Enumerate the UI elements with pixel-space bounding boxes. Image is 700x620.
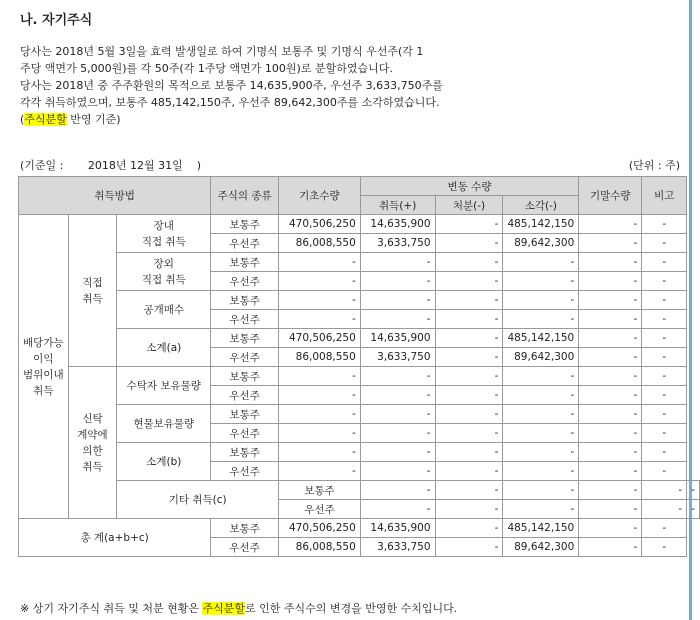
dispose-cell: - <box>435 519 503 538</box>
begin-qty-cell: - <box>279 291 361 310</box>
acquire-cell: - <box>360 424 435 443</box>
intro-line: 주당 액면가 5,000원)를 각 50주(각 1주당 액면가 100원)로 분할하였습니다. <box>20 62 393 75</box>
off-market-label <box>117 253 211 291</box>
dispose-cell: - <box>435 253 503 272</box>
label-line: 취득 <box>82 460 103 473</box>
begin-qty-cell: - <box>360 500 435 519</box>
retire-cell: - <box>503 253 579 272</box>
footnote-suffix: 로 인한 주식수의 변경을 반영한 수치입니다. <box>244 602 458 615</box>
intro-line <box>20 111 490 128</box>
retire-cell: 89,642,300 <box>503 348 579 367</box>
end-qty-cell: - <box>579 272 642 291</box>
label-line: 취득 <box>33 384 54 397</box>
end-qty-cell: - <box>579 291 642 310</box>
label-line: 계약에 <box>77 428 108 441</box>
remarks-cell: - <box>642 253 687 272</box>
table-row <box>19 443 700 462</box>
retire-cell: - <box>503 462 579 481</box>
acquire-cell: - <box>360 253 435 272</box>
begin-qty-cell: - <box>279 367 361 386</box>
acquire-cell: - <box>360 272 435 291</box>
header-acquire: 취득(+) <box>360 196 435 215</box>
other-acquisition-label: 기타 취득(c) <box>117 481 279 519</box>
end-qty-cell: - <box>579 462 642 481</box>
stock-type-cell: 우선주 <box>211 462 279 481</box>
dispose-cell: - <box>435 367 503 386</box>
label-line: 범위이내 <box>23 368 64 381</box>
label-line: 의한 <box>82 444 103 457</box>
retire-cell: 485,142,150 <box>503 519 579 538</box>
stock-type-cell: 우선주 <box>211 310 279 329</box>
dispose-cell: - <box>435 348 503 367</box>
remarks-cell: - <box>642 215 687 234</box>
header-change-qty: 변동 수량 <box>360 177 578 196</box>
base-date <box>20 157 201 173</box>
intro-paragraph <box>20 43 490 128</box>
label-line: 장외 <box>153 257 174 270</box>
intro-line: 당사는 2018년 5월 3일을 효력 발생일로 하여 기명식 보통주 및 기명식 우선주(각 1 <box>20 45 424 58</box>
retire-cell: - <box>503 424 579 443</box>
acquire-cell: - <box>360 443 435 462</box>
acquire-cell: - <box>360 367 435 386</box>
stock-type-cell: 보통주 <box>211 215 279 234</box>
direct-acquisition-label <box>68 215 117 367</box>
end-qty-cell: - <box>579 253 642 272</box>
stock-type-cell: 우선주 <box>211 272 279 291</box>
begin-qty-cell: - <box>360 481 435 500</box>
label-line: 직접 취득 <box>141 273 186 286</box>
retire-cell: - <box>579 500 642 519</box>
base-date-close: ) <box>196 159 202 172</box>
header-stock-type: 주식의 종류 <box>211 177 279 215</box>
intro-rest: 반영 기준) <box>66 113 121 126</box>
stock-type-cell: 우선주 <box>211 538 279 557</box>
acquire-cell: 3,633,750 <box>360 348 435 367</box>
begin-qty-cell: 470,506,250 <box>279 329 361 348</box>
subtotal-b-label: 소계(b) <box>117 443 211 481</box>
begin-qty-cell: - <box>279 253 361 272</box>
acquire-cell: 3,633,750 <box>360 234 435 253</box>
remarks-cell: - <box>642 310 687 329</box>
begin-qty-cell: - <box>279 443 361 462</box>
remarks-cell: - <box>687 500 700 519</box>
acquire-cell: - <box>435 481 503 500</box>
begin-qty-cell: - <box>279 405 361 424</box>
header-method: 취득방법 <box>19 177 211 215</box>
trust-contract-label <box>68 367 117 519</box>
spot-held-label: 현물보유물량 <box>117 405 211 443</box>
acquire-cell: - <box>360 291 435 310</box>
retire-cell: - <box>503 443 579 462</box>
stock-type-cell: 보통주 <box>211 405 279 424</box>
base-date-label: (기준일 : <box>20 159 64 172</box>
section-title: 나. 자기주식 <box>20 13 93 28</box>
retire-cell: 485,142,150 <box>503 215 579 234</box>
table-row <box>19 291 700 310</box>
dividend-limit-label <box>19 215 69 519</box>
dispose-cell: - <box>435 291 503 310</box>
label-line: 취득 <box>82 292 103 305</box>
on-market-label <box>117 215 211 253</box>
remarks-cell: - <box>642 462 687 481</box>
table-row <box>19 405 700 424</box>
highlight-text: 주식분할 <box>24 113 67 126</box>
grand-total-label: 총 계(a+b+c) <box>19 519 211 557</box>
header-retire: 소각(-) <box>503 196 579 215</box>
table-row <box>19 367 700 386</box>
trustee-held-label: 수탁자 보유물량 <box>117 367 211 405</box>
stock-type-cell: 보통주 <box>211 367 279 386</box>
end-qty-cell: - <box>579 234 642 253</box>
table-row <box>19 481 700 500</box>
intro-line: 각각 취득하였으며, 보통주 485,142,150주, 우선주 89,642,300주를 소각하였습니다. <box>20 96 440 109</box>
remarks-cell: - <box>642 234 687 253</box>
begin-qty-cell: - <box>279 310 361 329</box>
remarks-cell: - <box>687 481 700 500</box>
acquire-cell: 14,635,900 <box>360 519 435 538</box>
stock-type-cell: 보통주 <box>211 291 279 310</box>
intro-line: 당사는 2018년 중 주주환원의 목적으로 보통주 14,635,900주, 우선주 3,633,750주를 <box>20 79 443 92</box>
label-line: 이익 <box>33 352 54 365</box>
label-line: 직접 <box>82 276 103 289</box>
remarks-cell: - <box>642 348 687 367</box>
remarks-cell: - <box>642 519 687 538</box>
end-qty-cell: - <box>642 481 687 500</box>
begin-qty-cell: - <box>279 424 361 443</box>
stock-type-cell: 우선주 <box>279 500 361 519</box>
end-qty-cell: - <box>579 405 642 424</box>
table-row <box>19 519 700 538</box>
treasury-stock-table <box>18 176 700 557</box>
table-row <box>19 215 700 234</box>
acquire-cell: - <box>360 386 435 405</box>
retire-cell: 485,142,150 <box>503 329 579 348</box>
header-dispose: 처분(-) <box>435 196 503 215</box>
dispose-cell: - <box>435 310 503 329</box>
acquire-cell: 14,635,900 <box>360 329 435 348</box>
retire-cell: 89,642,300 <box>503 538 579 557</box>
paren-open: ( <box>20 113 25 126</box>
remarks-cell: - <box>642 386 687 405</box>
remarks-cell: - <box>642 405 687 424</box>
begin-qty-cell: 86,008,550 <box>279 234 361 253</box>
end-qty-cell: - <box>579 443 642 462</box>
dispose-cell: - <box>435 538 503 557</box>
stock-type-cell: 보통주 <box>211 443 279 462</box>
dispose-cell: - <box>435 272 503 291</box>
dispose-cell: - <box>435 329 503 348</box>
retire-cell: - <box>503 272 579 291</box>
footnote-prefix: ※ 상기 자기주식 취득 및 처분 현황은 <box>20 602 203 615</box>
begin-qty-cell: - <box>279 462 361 481</box>
end-qty-cell: - <box>642 500 687 519</box>
tender-offer-label: 공개매수 <box>117 291 211 329</box>
table-row <box>19 253 700 272</box>
stock-type-cell: 보통주 <box>211 253 279 272</box>
stock-type-cell: 보통주 <box>279 481 361 500</box>
end-qty-cell: - <box>579 386 642 405</box>
remarks-cell: - <box>642 443 687 462</box>
remarks-cell: - <box>642 291 687 310</box>
end-qty-cell: - <box>579 310 642 329</box>
begin-qty-cell: 86,008,550 <box>279 348 361 367</box>
stock-type-cell: 보통주 <box>211 329 279 348</box>
retire-cell: - <box>503 291 579 310</box>
dispose-cell: - <box>435 443 503 462</box>
label-line: 배당가능 <box>23 336 64 349</box>
remarks-cell: - <box>642 329 687 348</box>
begin-qty-cell: 470,506,250 <box>279 215 361 234</box>
remarks-cell: - <box>642 424 687 443</box>
subtotal-a-label: 소계(a) <box>117 329 211 367</box>
begin-qty-cell: 470,506,250 <box>279 519 361 538</box>
retire-cell: 89,642,300 <box>503 234 579 253</box>
stock-type-cell: 우선주 <box>211 348 279 367</box>
end-qty-cell: - <box>579 329 642 348</box>
dispose-cell: - <box>435 462 503 481</box>
dispose-cell: - <box>435 405 503 424</box>
end-qty-cell: - <box>579 519 642 538</box>
acquire-cell: - <box>360 405 435 424</box>
retire-cell: - <box>503 386 579 405</box>
dispose-cell: - <box>503 500 579 519</box>
label-line: 장내 <box>153 219 174 232</box>
acquire-cell: 14,635,900 <box>360 215 435 234</box>
end-qty-cell: - <box>579 424 642 443</box>
dispose-cell: - <box>503 481 579 500</box>
end-qty-cell: - <box>579 348 642 367</box>
begin-qty-cell: - <box>279 272 361 291</box>
retire-cell: - <box>503 405 579 424</box>
highlight-text: 주식분할 <box>202 602 245 615</box>
header-remarks: 비고 <box>642 177 687 215</box>
acquire-cell: - <box>435 500 503 519</box>
header-end-qty: 기말수량 <box>579 177 642 215</box>
footnote <box>20 600 457 616</box>
acquire-cell: - <box>360 310 435 329</box>
dispose-cell: - <box>435 215 503 234</box>
retire-cell: - <box>503 367 579 386</box>
base-date-value: 2018년 12월 31일 <box>87 159 183 172</box>
begin-qty-cell: 86,008,550 <box>279 538 361 557</box>
unit-label: (단위 : 주) <box>628 159 680 172</box>
table-row <box>19 329 700 348</box>
dispose-cell: - <box>435 386 503 405</box>
retire-cell: - <box>503 310 579 329</box>
acquire-cell: 3,633,750 <box>360 538 435 557</box>
retire-cell: - <box>579 481 642 500</box>
remarks-cell: - <box>642 367 687 386</box>
label-line: 신탁 <box>82 412 103 425</box>
stock-type-cell: 우선주 <box>211 424 279 443</box>
end-qty-cell: - <box>579 367 642 386</box>
stock-type-cell: 우선주 <box>211 234 279 253</box>
end-qty-cell: - <box>579 538 642 557</box>
stock-type-cell: 보통주 <box>211 519 279 538</box>
remarks-cell: - <box>642 538 687 557</box>
dispose-cell: - <box>435 234 503 253</box>
label-line: 직접 취득 <box>141 235 186 248</box>
remarks-cell: - <box>642 272 687 291</box>
end-qty-cell: - <box>579 215 642 234</box>
begin-qty-cell: - <box>279 386 361 405</box>
header-begin-qty: 기초수량 <box>279 177 361 215</box>
dispose-cell: - <box>435 424 503 443</box>
acquire-cell: - <box>360 462 435 481</box>
stock-type-cell: 우선주 <box>211 386 279 405</box>
